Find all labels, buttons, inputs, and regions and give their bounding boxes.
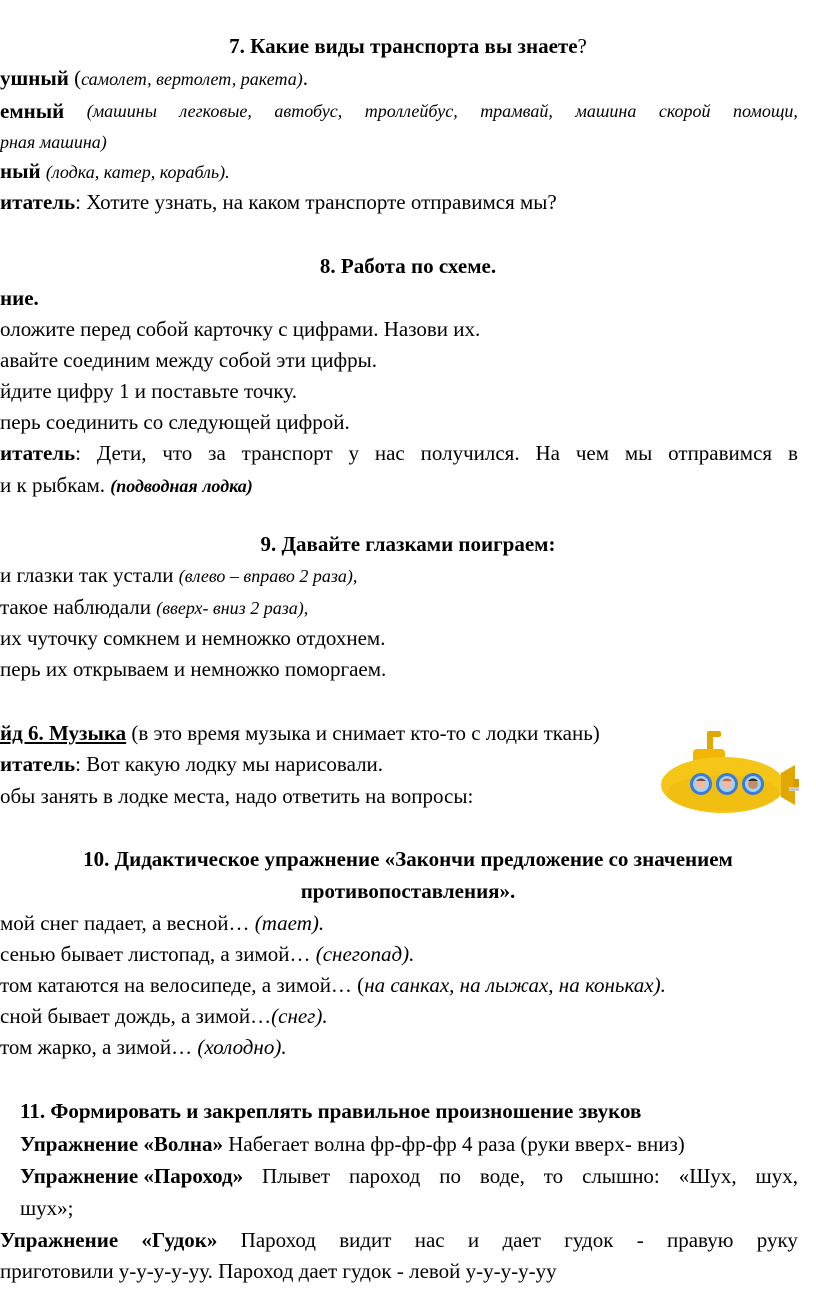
contrast-text: мой снег падает, а весной… (0, 911, 250, 935)
exercise-word: гудок (564, 1228, 614, 1252)
eye-line-note: (вверх- вниз 2 раза), (156, 598, 309, 618)
transport-air-examples: самолет, вертолет, ракета) (81, 69, 303, 89)
section-9-heading: 9. Давайте глазками поиграем: (260, 532, 556, 556)
exercise-word: Плывет (262, 1164, 331, 1188)
exercise-wave-label: Упражнение «Волна» (20, 1132, 223, 1156)
contrast-end: . (322, 1004, 328, 1028)
eye-exercise-line (0, 560, 357, 591)
exercise-word: воде, (479, 1164, 525, 1188)
section-7-heading (0, 31, 816, 61)
teacher-lead (0, 438, 81, 468)
transport-ground-word: (машины (86, 101, 157, 121)
exercise-wave-text: Набегает волна фр-фр-фр 4 раза (руки вверх- вниз) (223, 1132, 685, 1156)
teacher-line-8-cont (0, 470, 253, 501)
contrast-answer: (тает) (254, 911, 319, 935)
section-10-heading-2: противопоставления». (300, 879, 516, 903)
eye-line-text: и глазки так устали (0, 563, 174, 587)
teacher-word: мы (624, 441, 653, 465)
transport-water-end: . (225, 162, 230, 182)
answer-submarine: (подводная лодка) (110, 476, 253, 496)
transport-air (0, 63, 308, 94)
porthole-icon (742, 773, 764, 795)
exercise-word: видит (339, 1228, 392, 1252)
contrast-answer: на санках, на лыжах, на коньках) (364, 973, 661, 997)
teacher-word: транспорт (241, 441, 333, 465)
slide-6-rest: (в это время музыка и снимает кто-то с лодки ткань) (126, 721, 600, 745)
transport-air-open: ( (68, 66, 82, 90)
section-11-heading: 11. Формировать и закреплять правильное произношение звуков (20, 1099, 642, 1123)
contrast-end: . (660, 973, 666, 997)
teacher-label: итатель (0, 190, 76, 214)
transport-ground (0, 96, 798, 126)
exercise-word: «Шух, (678, 1164, 737, 1188)
exercise-word: правую (667, 1228, 734, 1252)
section-8-line: йдите цифру 1 и поставьте точку. (0, 379, 297, 403)
contrast-line (0, 1032, 287, 1062)
section-10-heading-1: 10. Дидактическое упражнение «Закончи предложение со значением (83, 847, 733, 871)
contrast-end: . (281, 1035, 287, 1059)
exercise-word: руку (756, 1228, 798, 1252)
teacher-cont-text: и к рыбкам. (0, 473, 105, 497)
section-8-line: авайте соединим между собой эти цифры. (0, 348, 377, 372)
exercise-horn (0, 1225, 798, 1255)
section-8-task: ние. (0, 286, 39, 310)
transport-ground-label: емный (0, 99, 65, 123)
teacher-word: получился. (420, 441, 520, 465)
teacher-colon: : (75, 190, 81, 214)
contrast-line (0, 1001, 328, 1031)
transport-ground-word: троллейбус, (364, 101, 458, 121)
teacher-word: нас (374, 441, 405, 465)
exercise-word: шух, (755, 1164, 798, 1188)
contrast-end: . (318, 911, 325, 935)
section-8-line: оложите перед собой карточку с цифрами. Назови их. (0, 317, 481, 341)
teacher-word: у (348, 441, 359, 465)
teacher-line-8 (0, 438, 798, 468)
transport-water-examples: (лодка, катер, корабль) (45, 162, 226, 182)
teacher-word: отправимся (668, 441, 773, 465)
slide-6-label: йд 6. Музыка (0, 721, 127, 745)
contrast-text: сенью бывает листопад, а зимой… (0, 942, 311, 966)
eye-exercise-line: перь их открываем и немножко поморгаем. (0, 657, 387, 681)
exercise-word: Пароход (240, 1228, 316, 1252)
teacher-line-slide (0, 749, 383, 779)
eye-exercise-line (0, 592, 308, 623)
teacher-word: На (535, 441, 560, 465)
contrast-answer: (снег) (271, 1004, 323, 1028)
teacher-text: Хотите узнать, на каком транспорте отправимся мы? (81, 190, 557, 214)
exercise-word: по (439, 1164, 461, 1188)
exercise-word: - (636, 1228, 644, 1252)
transport-ground-cont: рная машина) (0, 132, 107, 152)
porthole-icon (690, 773, 712, 795)
transport-ground-word: легковые, (179, 101, 252, 121)
submarine-illustration (655, 727, 803, 817)
section-8-heading: 8. Работа по схеме. (319, 254, 497, 278)
transport-ground-word: трамвай, (480, 101, 553, 121)
exercise-steamship-cont: шух»; (20, 1196, 74, 1220)
exercise-word: слышно: (582, 1164, 660, 1188)
teacher-label: итатель (0, 441, 76, 465)
porthole-icon (716, 773, 738, 795)
section-8-line: перь соединить со следующей цифрой. (0, 410, 350, 434)
contrast-line (0, 939, 414, 969)
transport-ground-word: машина (575, 101, 637, 121)
eye-line-note: (влево – вправо 2 раза), (178, 566, 358, 586)
slide-6-line-2: обы занять в лодке места, надо ответить на вопросы: (0, 784, 474, 808)
teacher-word: Дети, (96, 441, 147, 465)
section-7-heading-q: ? (577, 34, 587, 58)
contrast-line (0, 970, 666, 1000)
contrast-line (0, 908, 324, 938)
teacher-line-7 (0, 187, 557, 217)
exercise-word: то (543, 1164, 564, 1188)
exercise-word: дает (502, 1228, 541, 1252)
contrast-text: том жарко, а зимой… (0, 1035, 193, 1059)
transport-air-end: . (302, 66, 308, 90)
exercise-horn-label: «Гудок» (141, 1228, 218, 1252)
teacher-word: : (75, 441, 81, 465)
transport-air-label: ушный (0, 66, 69, 90)
contrast-answer: (снегопад) (315, 942, 410, 966)
transport-ground-word: автобус, (274, 101, 343, 121)
transport-water-label: ный (0, 159, 41, 183)
teacher-word: за (208, 441, 226, 465)
transport-water (0, 156, 230, 187)
slide-6-line (0, 718, 600, 748)
contrast-text: том катаются на велосипеде, а зимой… ( (0, 973, 365, 997)
exercise-word: и (467, 1228, 480, 1252)
exercise-word: нас (414, 1228, 445, 1252)
exercise-steamship-label: Упражнение «Пароход» (20, 1164, 244, 1188)
contrast-answer: (холодно) (197, 1035, 282, 1059)
eye-line-text: такое наблюдали (0, 595, 151, 619)
teacher-word: чем (575, 441, 610, 465)
transport-ground-word: помощи, (733, 101, 798, 121)
exercise-steamship (20, 1161, 798, 1191)
teacher-word: в (787, 441, 798, 465)
contrast-text: сной бывает дождь, а зимой… (0, 1004, 272, 1028)
exercise-word: пароход (349, 1164, 421, 1188)
teacher-text: : Вот какую лодку мы нарисовали. (75, 752, 384, 776)
eye-exercise-line: их чуточку сомкнем и немножко отдохнем. (0, 626, 386, 650)
teacher-word: что (162, 441, 193, 465)
contrast-end: . (409, 942, 415, 966)
section-7-heading-text: 7. Какие виды транспорта вы знаете (229, 34, 578, 58)
exercise-wave (20, 1129, 685, 1159)
exercise-horn-cont: приготовили у-у-у-у-уу. Пароход дает гудок - левой у-у-у-у-уу (0, 1259, 557, 1283)
exercise-horn-label: Упражнение (0, 1228, 119, 1252)
teacher-label: итатель (0, 752, 76, 776)
transport-ground-word: скорой (658, 101, 711, 121)
